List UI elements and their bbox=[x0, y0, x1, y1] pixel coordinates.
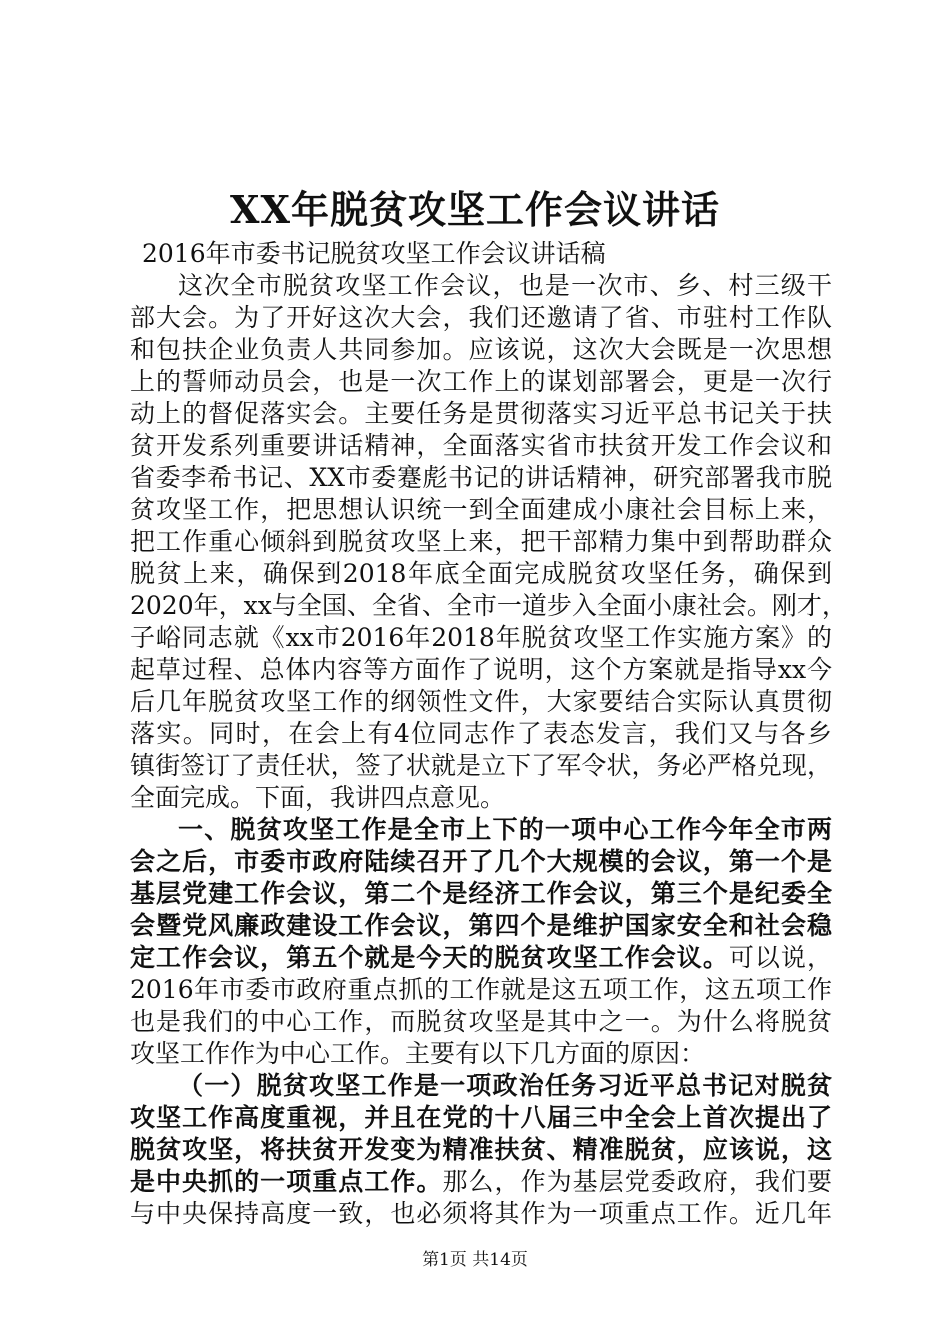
paragraph-line: 把工作重心倾斜到脱贫攻坚上来，把干部精力集中到帮助群众 bbox=[130, 527, 832, 556]
paragraph-line: 2016年市委市政府重点抓的工作就是这五项工作，这五项工作 bbox=[130, 975, 832, 1004]
paragraph-line: 和包扶企业负责人共同参加。应该说，这次大会既是一次思想 bbox=[130, 335, 832, 364]
section-heading-line: 会之后，市委市政府陆续召开了几个大规模的会议，第一个是 bbox=[130, 847, 832, 876]
subsection-text-tail: 那么，作为基层党委政府，我们要 bbox=[442, 1167, 832, 1196]
paragraph-line: 脱贫上来，确保到2018年底全面完成脱贫攻坚任务，确保到 bbox=[130, 559, 832, 588]
section-text-tail: 可以说， bbox=[728, 943, 832, 972]
paragraph-line: 与中央保持高度一致，也必须将其作为一项重点工作。近几年 bbox=[130, 1199, 832, 1228]
paragraph-line: 落实。同时，在会上有4位同志作了表态发言，我们又与各乡 bbox=[130, 719, 832, 748]
subsection-heading-tail: 是中央抓的一项重点工作。 bbox=[130, 1167, 443, 1196]
section-heading-line: 基层党建工作会议，第二个是经济工作会议，第三个是纪委全 bbox=[130, 879, 832, 908]
paragraph-line: 子峪同志就《xx市2016年2018年脱贫攻坚工作实施方案》的 bbox=[130, 623, 832, 652]
document-subtitle: 2016年市委书记脱贫攻坚工作会议讲话稿 bbox=[142, 239, 606, 268]
paragraph-line: 全面完成。下面，我讲四点意见。 bbox=[130, 783, 506, 812]
section-heading-line: 一、脱贫攻坚工作是全市上下的一项中心工作今年全市两 bbox=[178, 815, 832, 844]
paragraph-line: 这次全市脱贫攻坚工作会议，也是一次市、乡、村三级干 bbox=[178, 271, 832, 300]
paragraph-line: 镇街签订了责任状，签了状就是立下了军令状，务必严格兑现， bbox=[130, 751, 832, 780]
document-body bbox=[130, 238, 847, 1230]
paragraph-line: 2020年，xx与全国、全省、全市一道步入全面小康社会。刚才， bbox=[130, 591, 847, 620]
document-title: XX年脱贫攻坚工作会议讲话 bbox=[230, 187, 720, 232]
paragraph-line: 贫攻坚工作，把思想认识统一到全面建成小康社会目标上来， bbox=[130, 495, 832, 524]
subsection-heading-line: 脱贫攻坚，将扶贫开发变为精准扶贫、精准脱贫，应该说，这 bbox=[130, 1135, 832, 1164]
paragraph-line: 动上的督促落实会。主要任务是贯彻落实习近平总书记关于扶 bbox=[130, 399, 832, 428]
paragraph-line: 后几年脱贫攻坚工作的纲领性文件，大家要结合实际认真贯彻 bbox=[130, 687, 832, 716]
paragraph-line: 起草过程、总体内容等方面作了说明，这个方案就是指导xx今 bbox=[130, 655, 832, 684]
subsection-heading-line: 攻坚工作高度重视，并且在党的十八届三中全会上首次提出了 bbox=[130, 1103, 832, 1132]
paragraph-line: 也是我们的中心工作，而脱贫攻坚是其中之一。为什么将脱贫 bbox=[130, 1007, 832, 1036]
paragraph-line: 攻坚工作作为中心工作。主要有以下几方面的原因： bbox=[130, 1039, 706, 1068]
section-heading-tail: 定工作会议，第五个就是今天的脱贫攻坚工作会议。 bbox=[130, 943, 729, 972]
subsection-heading-line: （一）脱贫攻坚工作是一项政治任务习近平总书记对脱贫 bbox=[178, 1071, 832, 1100]
page-number-footer: 第1页 共14页 bbox=[422, 1250, 528, 1270]
paragraph-line: 贫开发系列重要讲话精神，全面落实省市扶贫开发工作会议和 bbox=[130, 431, 832, 460]
subsection-mixed-line bbox=[130, 1166, 832, 1198]
paragraph-line: 部大会。为了开好这次大会，我们还邀请了省、市驻村工作队 bbox=[130, 303, 832, 332]
paragraph-line: 省委李希书记、XX市委蹇彪书记的讲话精神，研究部署我市脱 bbox=[130, 463, 832, 492]
paragraph-line: 上的誓师动员会，也是一次工作上的谋划部署会，更是一次行 bbox=[130, 367, 832, 396]
section-mixed-line bbox=[130, 942, 832, 974]
section-heading-line: 会暨党风廉政建设工作会议，第四个是维护国家安全和社会稳 bbox=[130, 911, 832, 940]
